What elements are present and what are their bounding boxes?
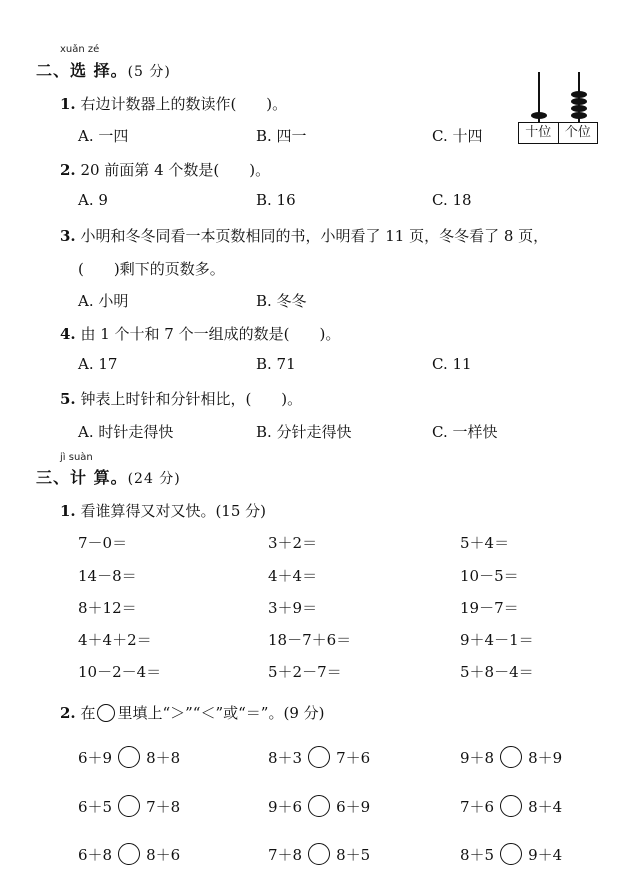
- option-b: B. 71: [256, 355, 296, 373]
- abacus-labels: [518, 122, 598, 144]
- calc-item: 10－5＝: [460, 567, 519, 585]
- question-text-continued: ( )剩下的页数多。: [78, 260, 225, 278]
- compare-right: 6＋9: [336, 797, 371, 816]
- option-a: A. 小明: [78, 292, 129, 310]
- calc-item: 8＋12＝: [78, 599, 137, 617]
- compare-left: 8＋3: [268, 748, 303, 767]
- calc-item: 10－2－4＝: [78, 663, 162, 681]
- calc-item: 5＋2－7＝: [268, 663, 342, 681]
- ones-bead: [571, 98, 587, 105]
- section2-title: [36, 58, 171, 81]
- section3-title: [36, 465, 181, 488]
- compare-item: [78, 795, 180, 817]
- question-3-2: [60, 702, 325, 723]
- question-number: 1.: [60, 502, 76, 520]
- question-2-2: [60, 159, 270, 180]
- question-number: 4.: [60, 325, 76, 343]
- compare-item: [460, 746, 562, 768]
- option-a: A. 17: [78, 355, 118, 373]
- calc-item: 3＋9＝: [268, 599, 318, 617]
- tens-label: 十位: [519, 123, 559, 143]
- option-c: C. 18: [432, 191, 472, 209]
- ones-bead: [571, 105, 587, 112]
- question-number: 1.: [60, 95, 76, 113]
- answer-circle[interactable]: [308, 843, 330, 865]
- compare-right: 8＋5: [336, 845, 371, 864]
- compare-left: 6＋8: [78, 845, 113, 864]
- calc-item: 14－8＝: [78, 567, 137, 585]
- option-c: C. 一样快: [432, 423, 498, 441]
- question-2-3: [60, 225, 548, 246]
- section3-pinyin: jì suàn: [60, 452, 93, 463]
- compare-left: 9＋6: [268, 797, 303, 816]
- compare-left: 9＋8: [460, 748, 495, 767]
- calc-item: 4＋4＝: [268, 567, 318, 585]
- compare-item: [460, 843, 562, 865]
- option-a: A. 时针走得快: [78, 423, 174, 441]
- compare-item: [460, 795, 562, 817]
- section2-pinyin: xuǎn zé: [60, 44, 100, 55]
- calc-item: 9＋4－1＝: [460, 631, 534, 649]
- question-text: 小明和冬冬同看一本页数相同的书，小明看了 11 页，冬冬看了 8 页，: [80, 227, 549, 245]
- question-text-after: 里填上“＞”“＜”或“＝”。(9 分): [117, 704, 325, 722]
- compare-item: [268, 843, 370, 865]
- ones-bead: [571, 91, 587, 98]
- option-a: A. 9: [78, 191, 108, 209]
- section2-score: (5 分): [127, 64, 171, 80]
- compare-right: 8＋9: [528, 748, 563, 767]
- answer-circle[interactable]: [500, 795, 522, 817]
- calc-item: 5＋8－4＝: [460, 663, 534, 681]
- compare-right: 8＋6: [146, 845, 181, 864]
- compare-left: 6＋9: [78, 748, 113, 767]
- circle-icon: [97, 704, 115, 722]
- compare-right: 7＋8: [146, 797, 181, 816]
- question-text: 20 前面第 4 个数是( )。: [80, 161, 271, 179]
- abacus-counter: [518, 72, 600, 146]
- section3-title-text: 三、计 算。: [36, 468, 128, 487]
- option-c: C. 11: [432, 355, 472, 373]
- question-number: 2.: [60, 704, 76, 722]
- calc-item: 19－7＝: [460, 599, 519, 617]
- section3-score: (24 分): [127, 471, 181, 487]
- calc-item: 3＋2＝: [268, 534, 318, 552]
- question-2-1: [60, 93, 287, 114]
- compare-item: [268, 746, 370, 768]
- compare-right: 8＋4: [528, 797, 563, 816]
- compare-item: [78, 746, 180, 768]
- answer-circle[interactable]: [118, 795, 140, 817]
- question-text: 看谁算得又对又快。(15 分): [80, 502, 267, 520]
- answer-circle[interactable]: [500, 746, 522, 768]
- ones-bead: [571, 112, 587, 119]
- option-c: C. 十四: [432, 127, 483, 145]
- compare-left: 6＋5: [78, 797, 113, 816]
- compare-item: [78, 843, 180, 865]
- calc-item: 18－7＋6＝: [268, 631, 352, 649]
- option-b: B. 冬冬: [256, 292, 307, 310]
- compare-right: 8＋8: [146, 748, 181, 767]
- question-3-1: [60, 500, 266, 521]
- answer-circle[interactable]: [308, 795, 330, 817]
- compare-item: [268, 795, 370, 817]
- calc-item: 4＋4＋2＝: [78, 631, 152, 649]
- ones-label: 个位: [564, 125, 591, 140]
- option-b: B. 四一: [256, 127, 307, 145]
- compare-left: 7＋8: [268, 845, 303, 864]
- calc-item: 5＋4＝: [460, 534, 510, 552]
- option-a: A. 一四: [78, 127, 129, 145]
- tens-bead: [531, 112, 547, 119]
- question-2-4: [60, 323, 340, 344]
- question-number: 3.: [60, 227, 76, 245]
- question-number: 5.: [60, 390, 76, 408]
- answer-circle[interactable]: [500, 843, 522, 865]
- option-b: B. 分针走得快: [256, 423, 352, 441]
- question-text: 由 1 个十和 7 个一组成的数是( )。: [80, 325, 341, 343]
- answer-circle[interactable]: [118, 746, 140, 768]
- section2-title-text: 二、选 择。: [36, 61, 128, 80]
- option-b: B. 16: [256, 191, 296, 209]
- question-text: 钟表上时针和分针相比，( )。: [80, 390, 303, 408]
- compare-right: 9＋4: [528, 845, 563, 864]
- calc-item: 7－0＝: [78, 534, 128, 552]
- question-number: 2.: [60, 161, 76, 179]
- compare-left: 8＋5: [460, 845, 495, 864]
- question-text-before: 在: [80, 704, 96, 722]
- answer-circle[interactable]: [308, 746, 330, 768]
- question-text: 右边计数器上的数读作( )。: [80, 95, 288, 113]
- compare-right: 7＋6: [336, 748, 371, 767]
- question-2-5: [60, 388, 302, 409]
- answer-circle[interactable]: [118, 843, 140, 865]
- compare-left: 7＋6: [460, 797, 495, 816]
